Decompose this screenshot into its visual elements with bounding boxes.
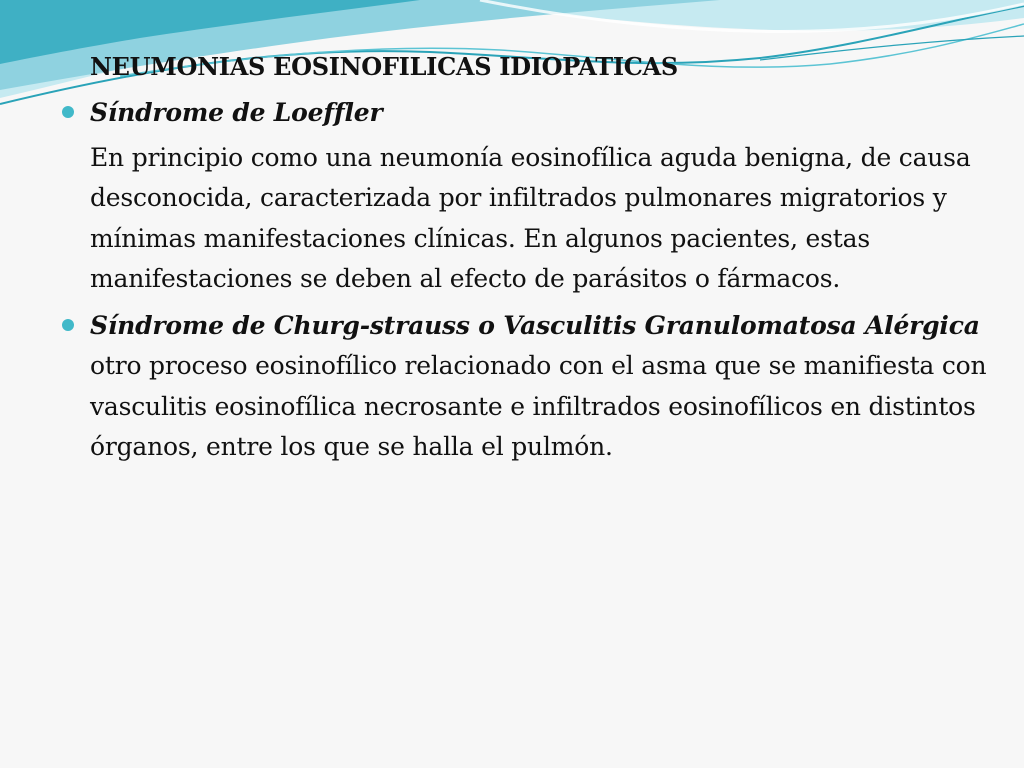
slide-heading: NEUMONIAS EOSINOFILICAS IDIOPATICAS xyxy=(90,52,678,81)
slide-content xyxy=(60,52,990,468)
loeffler-description: En principio como una neumonía eosinofílica aguda benigna, de causa desconocida, caracterizada por infiltrados pulmonares migratorios y mínimas manifestaciones clínicas. En algunos pacientes, estas manifestaciones se deben al efecto de parásitos o fármacos. xyxy=(90,142,971,293)
bullet-churg-strauss xyxy=(60,306,990,468)
bullet-dot-icon xyxy=(62,106,74,118)
churg-strauss-description: otro proceso eosinofílico relacionado con el asma que se manifiesta con vasculitis eosinofílica necrosante e infiltrados eosinofílicos en distintos órganos, entre los que se halla el pulmón. xyxy=(90,351,987,461)
churg-strauss-paragraph xyxy=(90,306,990,468)
churg-strauss-title: Síndrome de Churg-strauss o Vasculitis Granulomatosa Alérgica xyxy=(90,310,980,340)
bullet-loeffler xyxy=(60,93,990,134)
bullet-loeffler-title: Síndrome de Loeffler xyxy=(90,98,383,127)
bullet-dot-icon xyxy=(62,319,74,331)
